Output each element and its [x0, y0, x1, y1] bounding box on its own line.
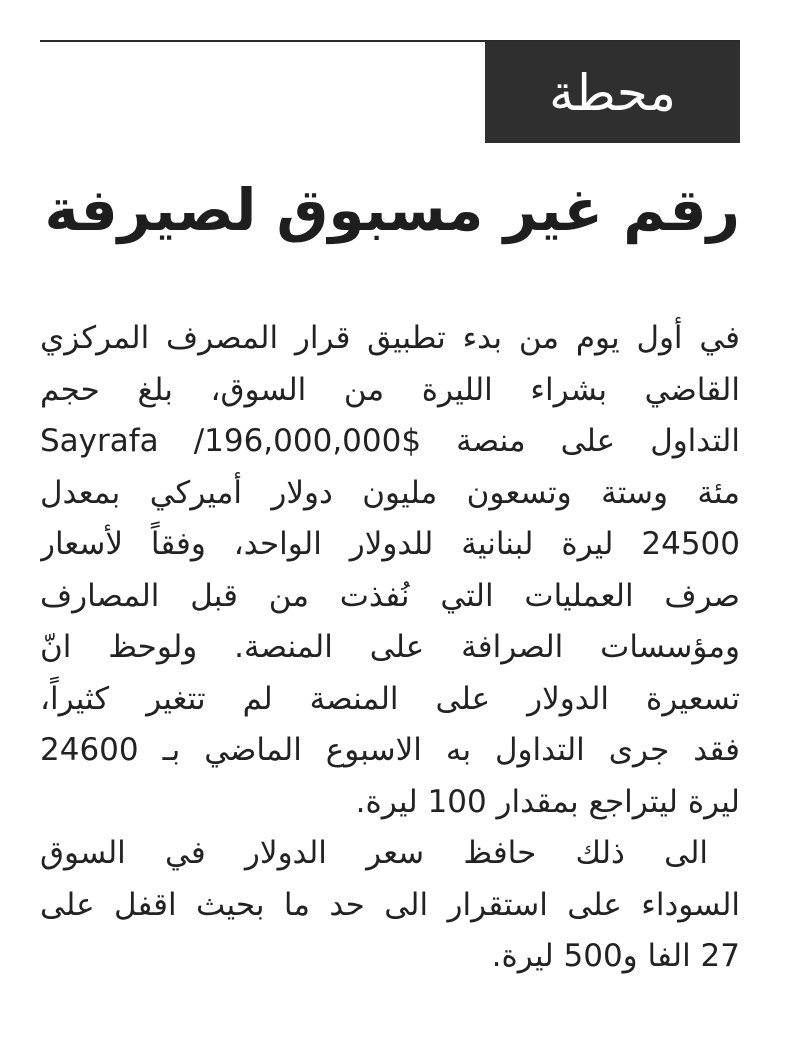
body-line: فقد جرى التداول به الاسبوع الماضي بـ 24600	[40, 732, 740, 768]
body-line: في أول يوم من بدء تطبيق قرار المصرف المركزي	[40, 320, 740, 356]
article-body	[40, 313, 740, 983]
body-line: 27 الفا و500 ليرة.	[491, 938, 740, 974]
body-line: تسعيرة الدولار على المنصة لم تتغير كثيراً،	[40, 680, 740, 717]
section-label-text: محطة	[549, 63, 676, 122]
body-line: 24500 ليرة لبنانية للدولار الواحد، وفقاً لأسعار	[40, 526, 740, 562]
section-label-box	[485, 42, 740, 143]
body-line: صرف العمليات التي نُفذت من قبل المصارف	[40, 577, 740, 614]
body-line: ومؤسسات الصرافة على المنصة. ولوحظ انّ	[40, 629, 740, 665]
body-line: ليرة ليتراجع بمقدار 100 ليرة.	[355, 783, 740, 820]
body-line: الى ذلك حافظ سعر الدولار في السوق	[40, 835, 708, 871]
body-line: التداول على منصة Sayrafa /196,000,000$	[40, 423, 740, 459]
body-line: مئة وستة وتسعون مليون دولار أميركي بمعدل	[40, 474, 740, 511]
body-line: القاضي بشراء الليرة من السوق، بلغ حجم	[40, 371, 740, 408]
body-line: السوداء على استقرار الى حد ما بحيث اقفل على	[40, 886, 740, 923]
article-headline: رقم غير مسبوق لصيرفة	[44, 176, 740, 244]
